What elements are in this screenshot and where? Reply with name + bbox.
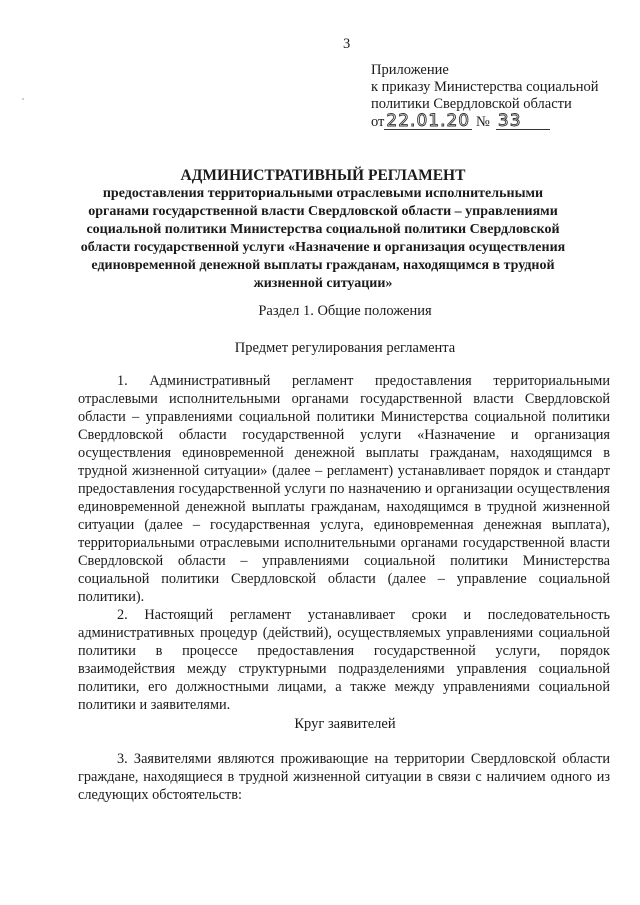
appendix-block [371,62,621,131]
applicants-heading: Круг заявителей [294,716,396,732]
order-date-number-line [371,113,621,131]
order-date-handwritten: 22.01.20 [384,113,472,130]
document-title-block [78,166,568,293]
page-number: 3 [343,36,351,52]
paragraph-3: 3. Заявителями являются проживающие на территории Свердловской области граждане, находящиеся в трудной жизненной ситуации в связи с наличием одного из следующих обстоятельств: [78,751,610,803]
subject-heading: Предмет регулирования регламента [234,340,456,356]
paragraph-2: 2. Настоящий регламент устанавливает сроки и последовательность административных процедур (действий), осуществляемых управлениями социальной политики в процессе предоставления государственной услуги, порядок взаимодействия между структурными подразделениями управления социальной политики, его должностными лицами, а также между управлениями социальной политики и заявителями. [78,607,610,713]
section-heading: Раздел 1. Общие положения [258,303,432,319]
document-subtitle: предоставления территориальными отраслевыми исполнительными органами государственной власти Свердловской области – управлениями социальной политики Министерства социальной политики Свердловской области государственной услуги «Назначение и организация осуществления единовременной денежной выплаты гражданам, находящимся в трудной жизненной ситуации» [80,186,566,291]
paragraphs-1-2 [78,372,610,714]
order-number-handwritten: 33 [496,113,550,130]
appendix-order-ref: к приказу Министерства социальной [371,79,599,95]
order-number-prefix: № [476,114,490,130]
paragraph-1: 1. Административный регламент предоставления территориальными отраслевыми исполнительными органами государственной власти Свердловской области – управлениями социальной политики Министерства социальной политики Свердловской области государственной услуги «Назначение и организация осуществления единовременной денежной выплаты гражданам, находящимся в трудной жизненной ситуации» (далее – регламент) устанавливает порядок и стандарт предоставления государственной услуги по назначению и организации осуществления единовременной денежной выплаты гражданам, находящимся в трудной жизненной ситуации (далее – государственная услуга, единовременная денежная выплата), территориальными отраслевыми исполнительными органами государственной власти Свердловской области – управлениями социальной политики Министерства социальной политики Свердловской области (далее – управление социальной политики). [78,373,610,605]
order-date-prefix: от [371,114,385,130]
scan-speck [22,98,24,100]
document-title: АДМИНИСТРАТИВНЫЙ РЕГЛАМЕНТ [180,167,466,184]
appendix-ministry: политики Свердловской области [371,96,572,112]
appendix-label: Приложение [371,62,449,78]
paragraph-3-block [78,750,610,804]
